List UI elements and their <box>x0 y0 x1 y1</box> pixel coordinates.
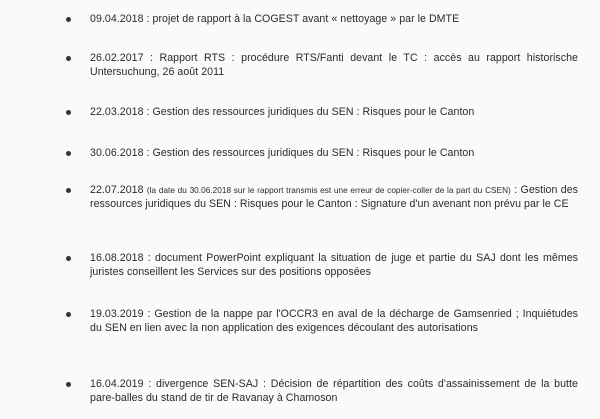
list-item-date: 22.07.2018 <box>90 184 144 196</box>
list-item-text: 30.06.2018 : Gestion des ressources juridiques du SEN : Risques pour le Canton <box>90 147 475 159</box>
list-item-text: 22.03.2018 : Gestion des ressources juridiques du SEN : Risques pour le Canton <box>90 106 475 118</box>
list-item-text: 19.03.2019 : Gestion de la nappe par l'OCCR3 en aval de la décharge de Gamsenried ; Inquiétudes du SEN en lien avec la non application des exigences découlant des autorisations <box>90 308 578 334</box>
list-item-body: : Gestion des ressources juridiques du SEN : Risques pour le Canton : Signature d'un avenant non prévu par le CE <box>90 184 578 210</box>
list-item-text: 16.04.2019 : divergence SEN-SAJ : Décision de répartition des coûts d'assainissement de la butte pare-balles du stand de tir de Ravanay à Chamoson <box>90 378 578 404</box>
list-item-text: 09.04.2018 : projet de rapport à la COGEST avant « nettoyage » par le DMTE <box>90 13 460 25</box>
bullet-icon <box>66 110 71 115</box>
bullet-icon <box>66 312 71 317</box>
bullet-icon <box>66 188 71 193</box>
bullet-icon <box>66 56 71 61</box>
list-item-text: 16.08.2018 : document PowerPoint expliquant la situation de juge et partie du SAJ dont les mêmes juristes conseillent les Services sur des positions opposées <box>90 252 578 278</box>
bullet-icon <box>66 17 71 22</box>
bullet-icon <box>66 256 71 261</box>
bullet-icon <box>66 382 71 387</box>
list-item-text <box>90 183 578 211</box>
list-item-text: 26.02.2017 : Rapport RTS : procédure RTS/Fanti devant le TC : accès au rapport historische Untersuchung, 26 août 2011 <box>90 52 578 78</box>
list-item-note: (la date du 30.06.2018 sur le rapport transmis est une erreur de copier-coller de la part du CSEN) <box>146 186 511 195</box>
bullet-icon <box>66 151 71 156</box>
